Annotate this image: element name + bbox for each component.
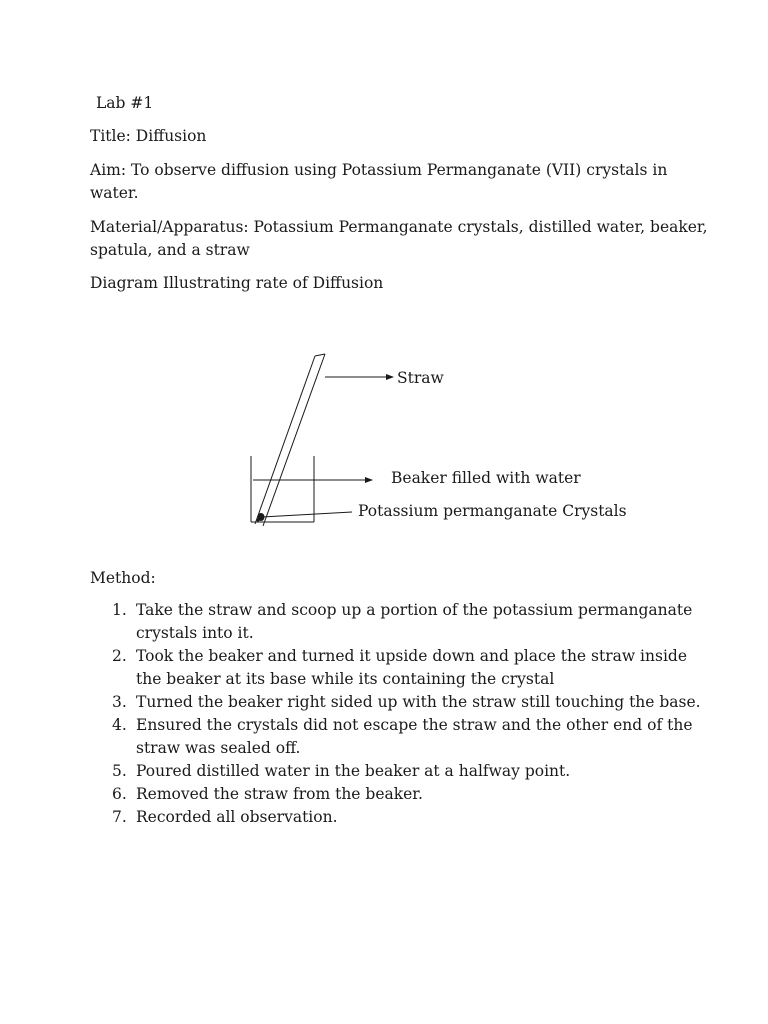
method-step bbox=[90, 783, 710, 806]
step-line: crystals into it. bbox=[136, 624, 254, 642]
step-line: Recorded all observation. bbox=[136, 808, 338, 826]
method-step bbox=[90, 645, 710, 691]
step-line: Take the straw and scoop up a portion of the potassium permanganate bbox=[136, 601, 693, 619]
method-step bbox=[90, 714, 710, 760]
step-number: 3. bbox=[112, 693, 127, 711]
step-number: 4. bbox=[112, 716, 127, 734]
label-straw: Straw bbox=[397, 369, 444, 387]
step-number: 2. bbox=[112, 647, 127, 665]
method-step bbox=[90, 599, 710, 645]
step-number: 1. bbox=[112, 601, 127, 619]
step-line: straw was sealed off. bbox=[136, 739, 301, 757]
method-step bbox=[90, 691, 710, 714]
materials-line: spatula, and a straw bbox=[90, 241, 250, 259]
label-beaker: Beaker filled with water bbox=[391, 469, 581, 487]
crystals-pointer bbox=[262, 512, 352, 517]
lab-number: Lab #1 bbox=[96, 94, 154, 112]
materials-line: Material/Apparatus: Potassium Permanganate crystals, distilled water, beaker, bbox=[90, 218, 708, 236]
step-line: Poured distilled water in the beaker at a halfway point. bbox=[136, 762, 571, 780]
step-line: Removed the straw from the beaker. bbox=[136, 785, 423, 803]
method-list bbox=[90, 599, 710, 829]
step-line: Took the beaker and turned it upside down and place the straw inside bbox=[136, 647, 688, 665]
step-number: 6. bbox=[112, 785, 127, 803]
method-heading: Method: bbox=[90, 569, 156, 587]
aim-line: Aim: To observe diffusion using Potassium Permanganate (VII) crystals in bbox=[90, 161, 668, 179]
lab-title: Title: Diffusion bbox=[90, 127, 207, 145]
label-crystals: Potassium permanganate Crystals bbox=[358, 502, 627, 520]
step-line: Turned the beaker right sided up with the straw still touching the base. bbox=[136, 693, 701, 711]
diagram-heading: Diagram Illustrating rate of Diffusion bbox=[90, 274, 384, 292]
step-number: 7. bbox=[112, 808, 127, 826]
beaker-drawing bbox=[251, 456, 314, 522]
step-line: the beaker at its base while its containing the crystal bbox=[136, 670, 555, 688]
method-step bbox=[90, 806, 710, 829]
step-line: Ensured the crystals did not escape the straw and the other end of the bbox=[136, 716, 693, 734]
aim-line: water. bbox=[90, 184, 139, 202]
method-step bbox=[90, 760, 710, 783]
step-number: 5. bbox=[112, 762, 127, 780]
crystals-drawing bbox=[257, 513, 265, 522]
